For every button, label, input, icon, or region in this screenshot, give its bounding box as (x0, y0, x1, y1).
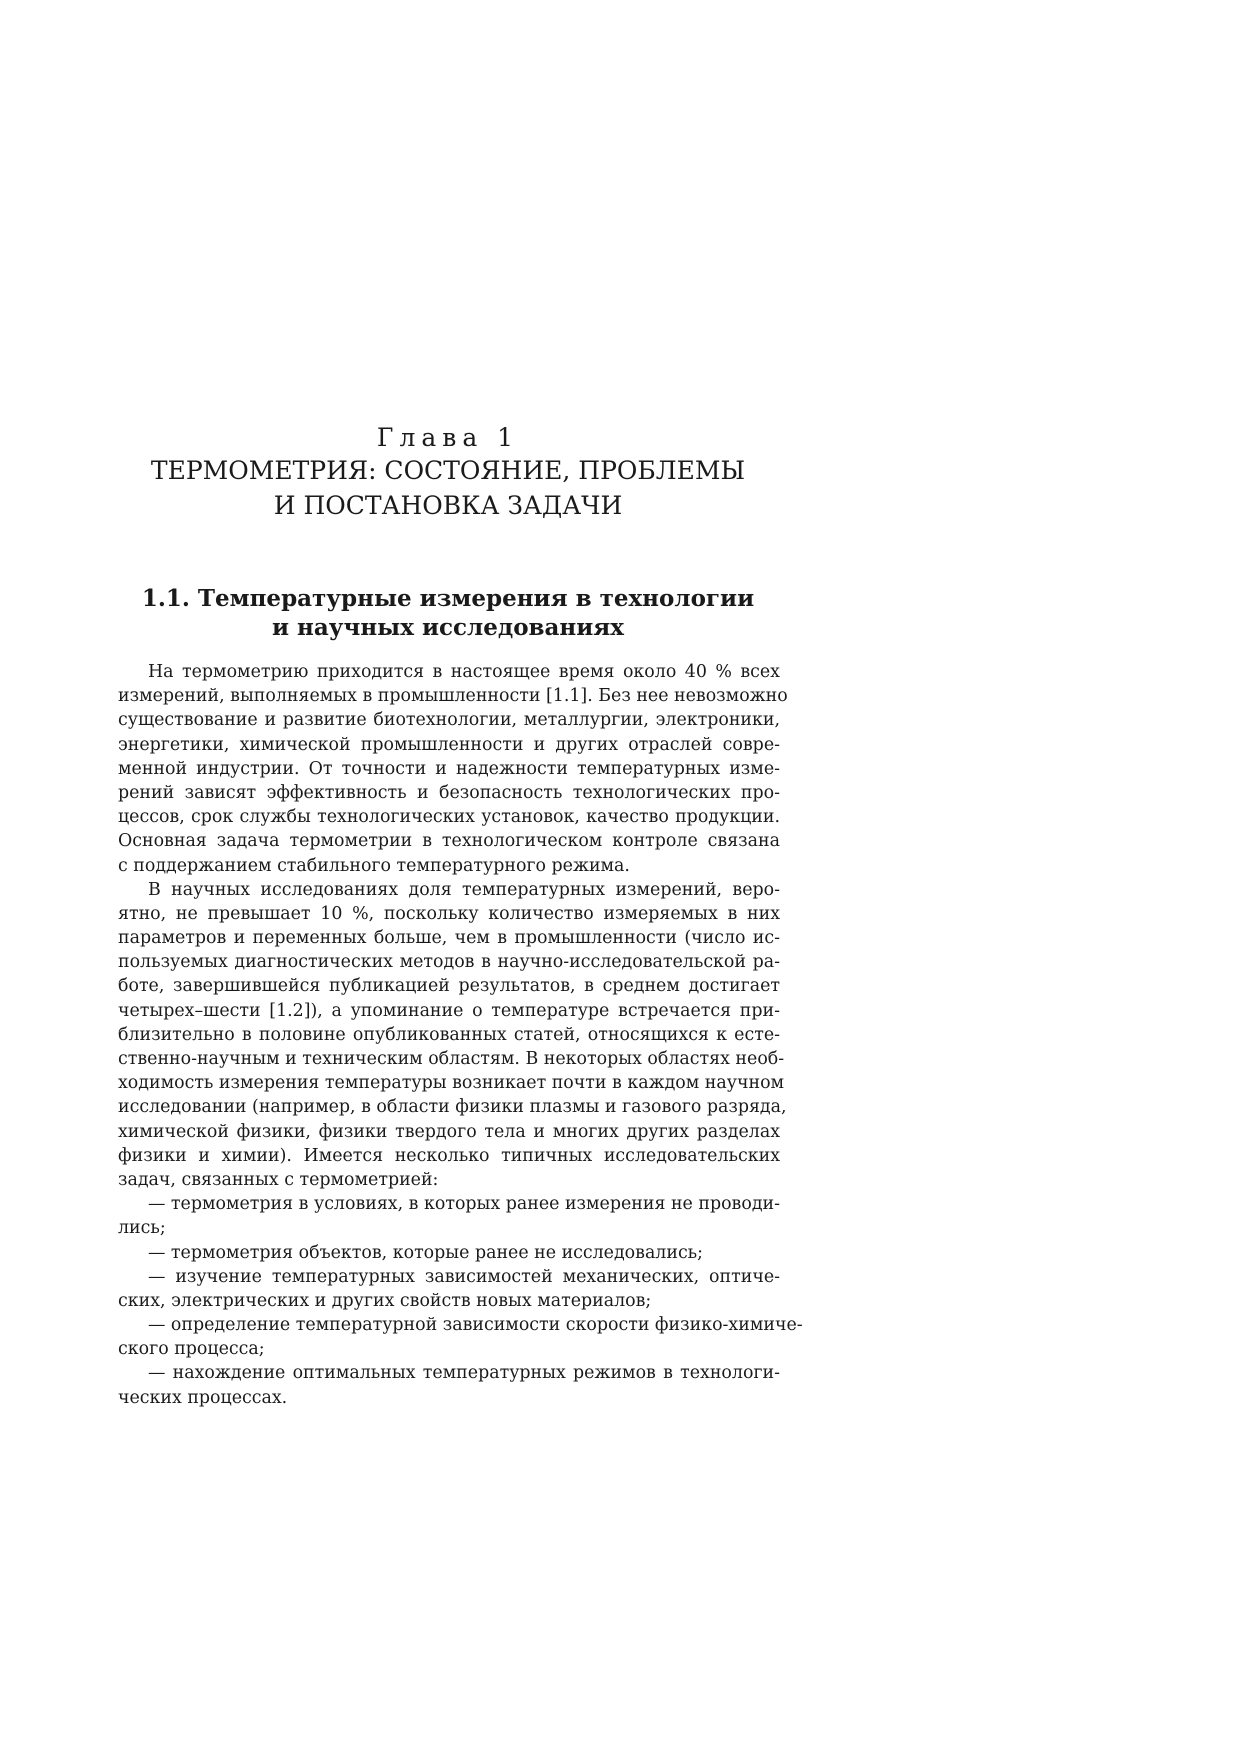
body-text (118, 660, 803, 1410)
text-line: пользуемых диагностических методов в научно-исследовательской ра- (118, 952, 780, 973)
text-line: — нахождение оптимальных температурных режимов в технологи- (148, 1363, 780, 1384)
text-line: параметров и переменных больше, чем в промышленности (число ис- (118, 928, 780, 949)
text-line: менной индустрии. От точности и надежности температурных изме- (118, 758, 780, 779)
text-line: лись; (118, 1218, 166, 1239)
text-line: — термометрия в условиях, в которых ранее измерения не проводи- (148, 1194, 780, 1215)
text-line: рений зависят эффективность и безопасность технологических про- (118, 782, 780, 803)
paragraph (118, 878, 787, 1192)
text-line: четырех–шести [1.2]), а упоминание о температуре встречается при- (118, 1000, 780, 1021)
text-line: исследовании (например, в области физики плазмы и газового разряда, (118, 1097, 787, 1118)
section-heading-line: 1.1. Температурные измерения в технологии (141, 585, 755, 612)
chapter-title-line: ТЕРМОМЕТРИЯ: СОСТОЯНИЕ, ПРОБЛЕМЫ (150, 456, 746, 485)
text-line: На термометрию приходится в настоящее время около 40 % всех (148, 662, 780, 682)
text-line: ственно-научным и техническим областям. В некоторых областях необ- (118, 1049, 785, 1069)
paragraph (118, 660, 788, 878)
list-item (118, 1265, 780, 1313)
text-line: — изучение температурных зависимостей механических, оптиче- (148, 1266, 780, 1287)
text-line: физики и химии). Имеется несколько типичных исследовательских (118, 1145, 780, 1166)
text-line: энергетики, химической промышленности и других отраслей совре- (118, 734, 780, 755)
chapter-title (118, 453, 778, 523)
text-line: близительно в половине опубликованных статей, относящихся к есте- (118, 1024, 780, 1045)
text-line: Основная задача термометрии в технологическом контроле связана (118, 831, 780, 852)
section-heading (118, 584, 778, 642)
text-line: существование и развитие биотехнологии, металлургии, электроники, (118, 710, 780, 731)
chapter-title-line: И ПОСТАНОВКА ЗАДАЧИ (273, 491, 623, 520)
text-line: боте, завершившейся публикацией результатов, в среднем достигает (118, 976, 780, 997)
text-line: ского процесса; (118, 1339, 265, 1360)
text-line: ятно, не превышает 10 %, поскольку количество измеряемых в них (118, 903, 780, 924)
text-line: ческих процессах. (118, 1387, 288, 1408)
list-item (118, 1192, 780, 1240)
section-heading-line: и научных исследованиях (271, 614, 625, 641)
list-item (118, 1313, 803, 1361)
text-line: задач, связанных с термометрией: (118, 1169, 439, 1190)
chapter-label: Глава 1 (376, 423, 520, 452)
text-line: — определение температурной зависимости скорости физико-химиче- (148, 1315, 803, 1336)
text-line: ходимость измерения температуры возникает почти в каждом научном (118, 1073, 785, 1094)
text-line: — термометрия объектов, которые ранее не исследовались; (148, 1242, 704, 1263)
list-item (118, 1241, 780, 1265)
text-line: В научных исследованиях доля температурных измерений, веро- (148, 879, 780, 900)
text-line: химической физики, физики твердого тела и многих других разделах (118, 1121, 780, 1142)
text-line: с поддержанием стабильного температурного режима. (118, 855, 630, 876)
text-line: цессов, срок службы технологических установок, качество продукции. (118, 807, 780, 828)
text-line: ских, электрических и других свойств новых материалов; (118, 1290, 652, 1311)
text-line: измерений, выполняемых в промышленности [1.1]. Без нее невозможно (118, 686, 788, 707)
list-item (118, 1361, 780, 1409)
